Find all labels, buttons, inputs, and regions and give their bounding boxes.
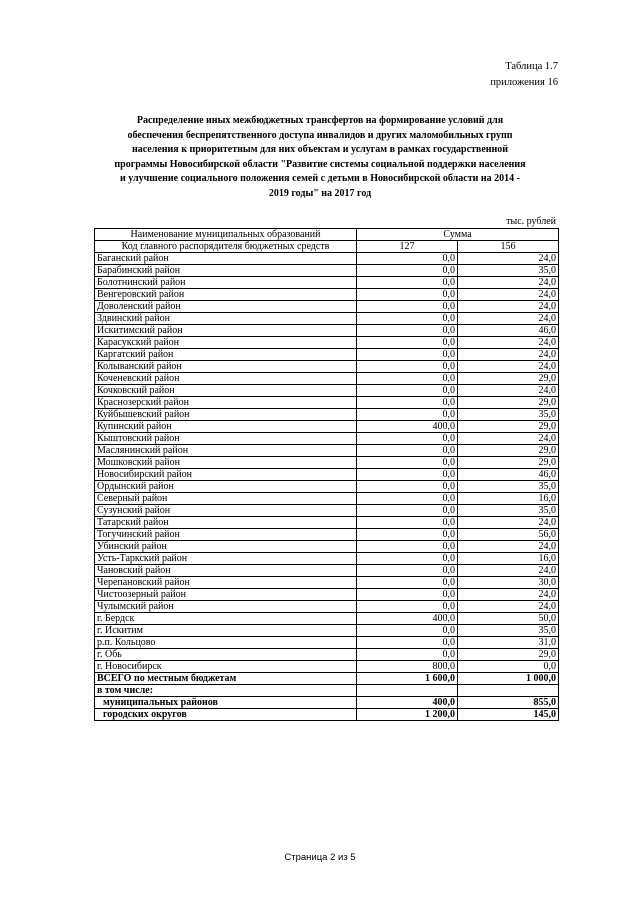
row-name: Баганский район (95, 253, 357, 265)
title-line: населения к приоритетным для них объектам и услугам в рамках государственной (131, 144, 509, 155)
total-row (95, 673, 559, 685)
table-row (95, 253, 559, 265)
row-name: Каргатский район (95, 349, 357, 361)
table-row (95, 289, 559, 301)
value-127: 800,0 (357, 661, 458, 673)
table-row (95, 577, 559, 589)
table-row (95, 265, 559, 277)
value-156: 50,0 (458, 613, 559, 625)
code-row (95, 241, 559, 253)
row-name: Купинский район (95, 421, 357, 433)
value-156: 29,0 (458, 445, 559, 457)
value-156: 35,0 (458, 625, 559, 637)
value-127: 0,0 (357, 349, 458, 361)
value-156: 24,0 (458, 565, 559, 577)
transfers-table (94, 228, 559, 721)
value-127: 0,0 (357, 397, 458, 409)
value-127: 0,0 (357, 541, 458, 553)
value-127: 0,0 (357, 505, 458, 517)
row-name: Кыштовский район (95, 433, 357, 445)
unit-label: тыс. рублей (506, 216, 556, 227)
row-name: Чулымский район (95, 601, 357, 613)
value-127: 0,0 (357, 289, 458, 301)
table-row (95, 361, 559, 373)
including-label: в том числе: (95, 685, 357, 697)
table-row (95, 397, 559, 409)
value-127: 0,0 (357, 253, 458, 265)
row-name: муниципальных районов (95, 697, 357, 709)
table-row (95, 373, 559, 385)
value-156: 24,0 (458, 517, 559, 529)
value-127: 0,0 (357, 433, 458, 445)
row-name: г. Обь (95, 649, 357, 661)
title-line: 2019 годы" на 2017 год (268, 187, 372, 199)
row-name: Колыванский район (95, 361, 357, 373)
row-name: Мошковский район (95, 457, 357, 469)
value-127: 400,0 (357, 613, 458, 625)
row-name: Чистоозерный район (95, 589, 357, 601)
value-156: 35,0 (458, 481, 559, 493)
table-row (95, 421, 559, 433)
value-127: 0,0 (357, 577, 458, 589)
table-row (95, 277, 559, 289)
row-name: Тогучинский район (95, 529, 357, 541)
code-row-label: Код главного распорядителя бюджетных средств (95, 241, 357, 253)
appendix-label: приложения 16 (490, 77, 558, 88)
value-156: 24,0 (458, 277, 559, 289)
value-156: 24,0 (458, 349, 559, 361)
table-row (95, 661, 559, 673)
row-name: Кочковский район (95, 385, 357, 397)
column-header-sum: Сумма (357, 229, 559, 241)
value-156: 29,0 (458, 397, 559, 409)
value-156: 29,0 (458, 421, 559, 433)
table-row (95, 469, 559, 481)
value-156: 35,0 (458, 409, 559, 421)
value-127: 0,0 (357, 493, 458, 505)
value-127: 0,0 (357, 409, 458, 421)
value-156: 24,0 (458, 337, 559, 349)
table-row (95, 409, 559, 421)
row-name: Искитимский район (95, 325, 357, 337)
value-127: 0,0 (357, 649, 458, 661)
value-127: 0,0 (357, 469, 458, 481)
value-156: 855,0 (458, 697, 559, 709)
value-127: 1 600,0 (357, 673, 458, 685)
row-name: Новосибирский район (95, 469, 357, 481)
table-row (95, 529, 559, 541)
table-row (95, 553, 559, 565)
value-127: 0,0 (357, 481, 458, 493)
value-127: 0,0 (357, 385, 458, 397)
row-name: Краснозерский район (95, 397, 357, 409)
value-127: 0,0 (357, 277, 458, 289)
row-name: Доволенский район (95, 301, 357, 313)
table-row (95, 541, 559, 553)
value-156: 16,0 (458, 493, 559, 505)
row-name: Коченевский район (95, 373, 357, 385)
table-row (95, 301, 559, 313)
row-name: ВСЕГО по местным бюджетам (95, 673, 357, 685)
table-row (95, 649, 559, 661)
title-line: и улучшение социального положения семей с детьми в Новосибирской области на 2014 - (120, 173, 520, 184)
table-row (95, 601, 559, 613)
row-name: Чановский район (95, 565, 357, 577)
empty-cell (357, 685, 458, 697)
code-156: 156 (458, 241, 559, 253)
value-156: 29,0 (458, 373, 559, 385)
row-name: р.п. Кольцово (95, 637, 357, 649)
value-127: 1 200,0 (357, 709, 458, 721)
value-127: 0,0 (357, 565, 458, 577)
value-127: 0,0 (357, 457, 458, 469)
value-127: 0,0 (357, 553, 458, 565)
value-127: 0,0 (357, 517, 458, 529)
column-header-name: Наименование муниципальных образований (95, 229, 357, 241)
value-156: 24,0 (458, 301, 559, 313)
including-row (95, 685, 559, 697)
table-row (95, 589, 559, 601)
table-row (95, 481, 559, 493)
row-name: Усть-Таркский район (95, 553, 357, 565)
value-156: 24,0 (458, 385, 559, 397)
page-footer: Страница 2 из 5 (284, 852, 356, 863)
value-127: 0,0 (357, 637, 458, 649)
title-line: обеспечения беспрепятственного доступа инвалидов и других маломобильных групп (127, 129, 513, 141)
table-number-label: Таблица 1.7 (505, 61, 558, 72)
value-127: 0,0 (357, 361, 458, 373)
table-row (95, 445, 559, 457)
row-name: Маслянинский район (95, 445, 357, 457)
municipal-districts-row (95, 697, 559, 709)
row-name: Сузунский район (95, 505, 357, 517)
row-name: Татарский район (95, 517, 357, 529)
code-127: 127 (357, 241, 458, 253)
value-127: 0,0 (357, 325, 458, 337)
row-name: г. Искитим (95, 625, 357, 637)
value-127: 400,0 (357, 697, 458, 709)
value-127: 0,0 (357, 313, 458, 325)
table-row (95, 637, 559, 649)
empty-cell (458, 685, 559, 697)
title-line: Распределение иных межбюджетных трансфертов на формирование условий для (136, 115, 504, 126)
row-name: Черепановский район (95, 577, 357, 589)
value-156: 29,0 (458, 457, 559, 469)
row-name: г. Бердск (95, 613, 357, 625)
row-name: Убинский район (95, 541, 357, 553)
value-156: 24,0 (458, 289, 559, 301)
row-name: Куйбышевский район (95, 409, 357, 421)
table-row (95, 493, 559, 505)
table-row (95, 505, 559, 517)
value-156: 24,0 (458, 601, 559, 613)
value-156: 24,0 (458, 253, 559, 265)
value-156: 145,0 (458, 709, 559, 721)
value-156: 16,0 (458, 553, 559, 565)
value-127: 0,0 (357, 445, 458, 457)
value-127: 400,0 (357, 421, 458, 433)
value-127: 0,0 (357, 301, 458, 313)
value-156: 30,0 (458, 577, 559, 589)
table-row (95, 325, 559, 337)
row-name: городских округов (95, 709, 357, 721)
table-row (95, 613, 559, 625)
value-156: 24,0 (458, 313, 559, 325)
value-127: 0,0 (357, 601, 458, 613)
value-156: 1 000,0 (458, 673, 559, 685)
table-row (95, 565, 559, 577)
value-156: 31,0 (458, 637, 559, 649)
value-127: 0,0 (357, 625, 458, 637)
table-row (95, 337, 559, 349)
value-127: 0,0 (357, 373, 458, 385)
value-156: 46,0 (458, 469, 559, 481)
value-156: 46,0 (458, 325, 559, 337)
value-127: 0,0 (357, 589, 458, 601)
row-name: Северный район (95, 493, 357, 505)
value-156: 0,0 (458, 661, 559, 673)
value-156: 24,0 (458, 589, 559, 601)
value-156: 24,0 (458, 541, 559, 553)
row-name: г. Новосибирск (95, 661, 357, 673)
row-name: Болотнинский район (95, 277, 357, 289)
value-156: 29,0 (458, 649, 559, 661)
title-line: программы Новосибирской области "Развитие системы социальной поддержки населения (114, 158, 526, 170)
table-row (95, 517, 559, 529)
value-156: 35,0 (458, 505, 559, 517)
table-row (95, 457, 559, 469)
value-156: 35,0 (458, 265, 559, 277)
value-156: 56,0 (458, 529, 559, 541)
table-row (95, 385, 559, 397)
value-127: 0,0 (357, 529, 458, 541)
value-156: 24,0 (458, 361, 559, 373)
table-row (95, 433, 559, 445)
table-row (95, 349, 559, 361)
table-row (95, 313, 559, 325)
row-name: Барабинский район (95, 265, 357, 277)
table-row (95, 625, 559, 637)
value-127: 0,0 (357, 265, 458, 277)
urban-districts-row (95, 709, 559, 721)
row-name: Карасукский район (95, 337, 357, 349)
table-header-row (95, 229, 559, 241)
row-name: Венгеровский район (95, 289, 357, 301)
row-name: Ордынский район (95, 481, 357, 493)
document-title (85, 114, 555, 201)
value-156: 24,0 (458, 433, 559, 445)
row-name: Здвинский район (95, 313, 357, 325)
value-127: 0,0 (357, 337, 458, 349)
